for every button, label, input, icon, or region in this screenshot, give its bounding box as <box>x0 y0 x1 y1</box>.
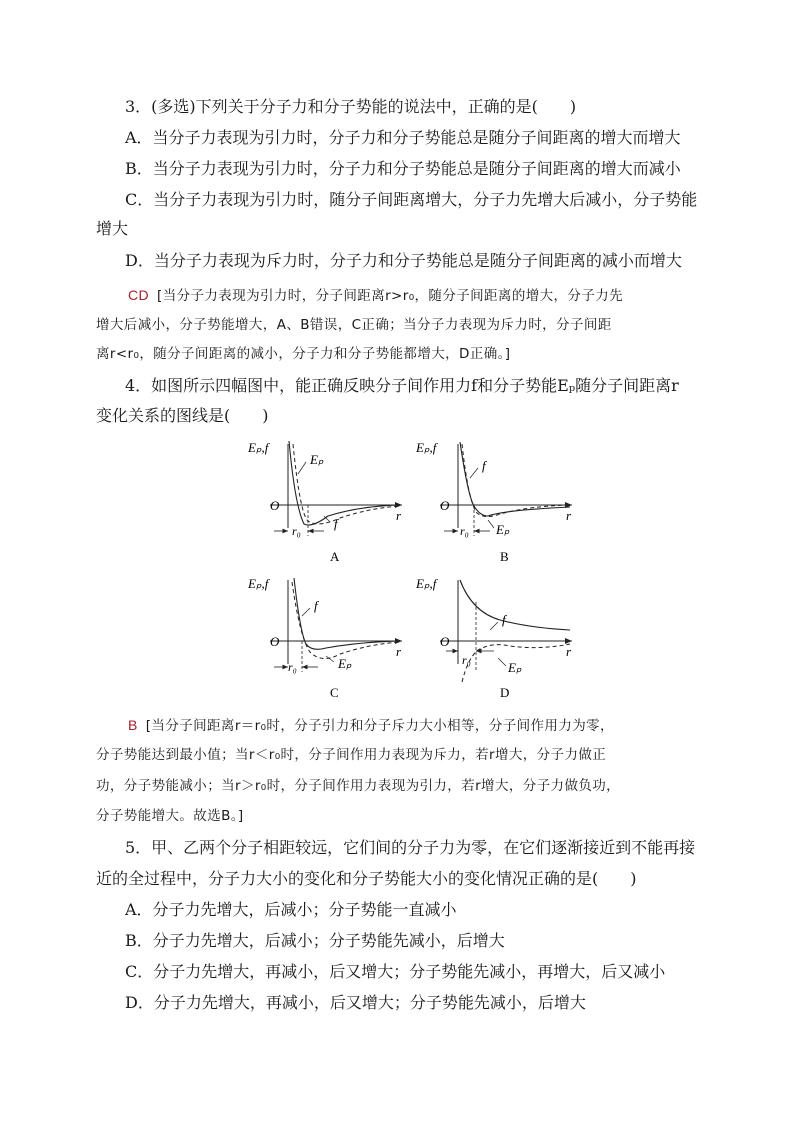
f-label-a: f <box>334 516 338 531</box>
f-label-c: f <box>314 598 318 613</box>
q4-figure <box>240 436 600 706</box>
q4-answer <box>128 714 614 737</box>
r0-label-d: r₀ <box>462 653 471 667</box>
ep-label-b: Eₚ <box>496 522 510 537</box>
origin-label-d: O <box>440 634 450 649</box>
panel-label-b: B <box>500 549 509 564</box>
panel-a <box>247 440 402 564</box>
ep-label-d: Eₚ <box>508 660 522 675</box>
q3-explanation-1: [当分子力表现为引力时，分子间距离r>r₀，随分子间距离的增大，分子力先 <box>157 288 624 304</box>
x-axis-label-d: r <box>566 644 572 659</box>
q4-answer-key: B <box>128 717 138 733</box>
r0-label-a: r₀ <box>292 524 301 538</box>
panel-label-d: D <box>500 685 510 700</box>
q5-option-b: B．分子力先增大，后减小；分子势能先减小，后增大 <box>125 931 505 950</box>
y-axis-label-a: Eₚ,f <box>248 440 269 455</box>
q5-stem-1: 5．甲、乙两个分子相距较远，它们间的分子力为零，在它们逐渐接近到不能再接 <box>125 838 696 857</box>
r0-label-c: r₀ <box>288 660 297 674</box>
ep-label-a: Eₚ <box>310 452 324 467</box>
q5-option-d: D．分子力先增大，再减小，后又增大；分子势能先减小，后增大 <box>125 993 586 1012</box>
origin-label-c: O <box>270 634 280 649</box>
q4-explanation-4: 分子势能增大。故选B。] <box>96 808 244 824</box>
x-axis-label-a: r <box>396 508 402 523</box>
q3-option-c-cont: 增大 <box>96 219 129 238</box>
y-axis-label-b: Eₚ,f <box>416 440 437 455</box>
q4-explanation-1: [当分子间距离r＝r₀时，分子引力和分子斥力大小相等，分子间作用力为零， <box>145 718 614 734</box>
q4-stem-1: 4．如图所示四幅图中，能正确反映分子间作用力f和分子势能Eₚ随分子间距离r <box>125 376 679 395</box>
y-axis-label-d: Eₚ,f <box>416 576 437 591</box>
q3-option-d: D．当分子力表现为斥力时，分子力和分子势能总是随分子间距离的减小而增大 <box>125 251 682 270</box>
panel-b <box>415 440 572 564</box>
q3-answer-key: CD <box>128 287 150 303</box>
q5-option-c: C．分子力先增大，再减小，后又增大；分子势能先减小，再增大，后又减小 <box>125 962 666 981</box>
x-axis-label-b: r <box>566 508 572 523</box>
r0-label-b: r₀ <box>460 524 469 538</box>
panel-label-c: C <box>330 685 339 700</box>
q3-option-b: B．当分子力表现为引力时，分子力和分子势能总是随分子间距离的增大而减小 <box>125 159 681 178</box>
ep-label-c: Eₚ <box>338 656 352 671</box>
y-axis-label-c: Eₚ,f <box>248 576 269 591</box>
q3-option-a: A．当分子力表现为引力时，分子力和分子势能总是随分子间距离的增大而增大 <box>125 128 681 147</box>
q4-explanation-3: 功，分子势能减小；当r＞r₀时，分子间作用力表现为引力，若r增大，分子力做负功， <box>96 778 621 794</box>
q5-option-a: A．分子力先增大，后减小；分子势能一直减小 <box>125 900 457 919</box>
q3-explanation-2: 增大后减小，分子势能增大，A、B错误，C正确；当分子力表现为斥力时，分子间距 <box>96 317 612 333</box>
panel-d <box>415 576 572 700</box>
f-label-b: f <box>482 458 486 473</box>
x-axis-label-c: r <box>396 644 402 659</box>
q3-option-c: C．当分子力表现为引力时，随分子间距离增大，分子力先增大后减小，分子势能 <box>125 190 698 209</box>
panel-label-a: A <box>330 549 340 564</box>
f-label-d: f <box>502 612 506 627</box>
origin-label-b: O <box>440 498 450 513</box>
q3-answer <box>128 284 623 307</box>
q4-stem-2: 变化关系的图线是( ) <box>96 406 269 425</box>
panel-c <box>247 576 402 700</box>
q3-stem: 3．(多选)下列关于分子力和分子势能的说法中，正确的是( ) <box>125 97 577 116</box>
q5-stem-2: 近的全过程中，分子力大小的变化和分子势能大小的变化情况正确的是( ) <box>96 869 637 888</box>
q3-explanation-3: 离r<r₀，随分子间距离的减小，分子力和分子势能都增大，D正确。] <box>96 346 511 362</box>
q4-explanation-2: 分子势能达到最小值；当r＜r₀时，分子间作用力表现为斥力，若r增大，分子力做正 <box>96 747 607 763</box>
origin-label-a: O <box>270 498 280 513</box>
